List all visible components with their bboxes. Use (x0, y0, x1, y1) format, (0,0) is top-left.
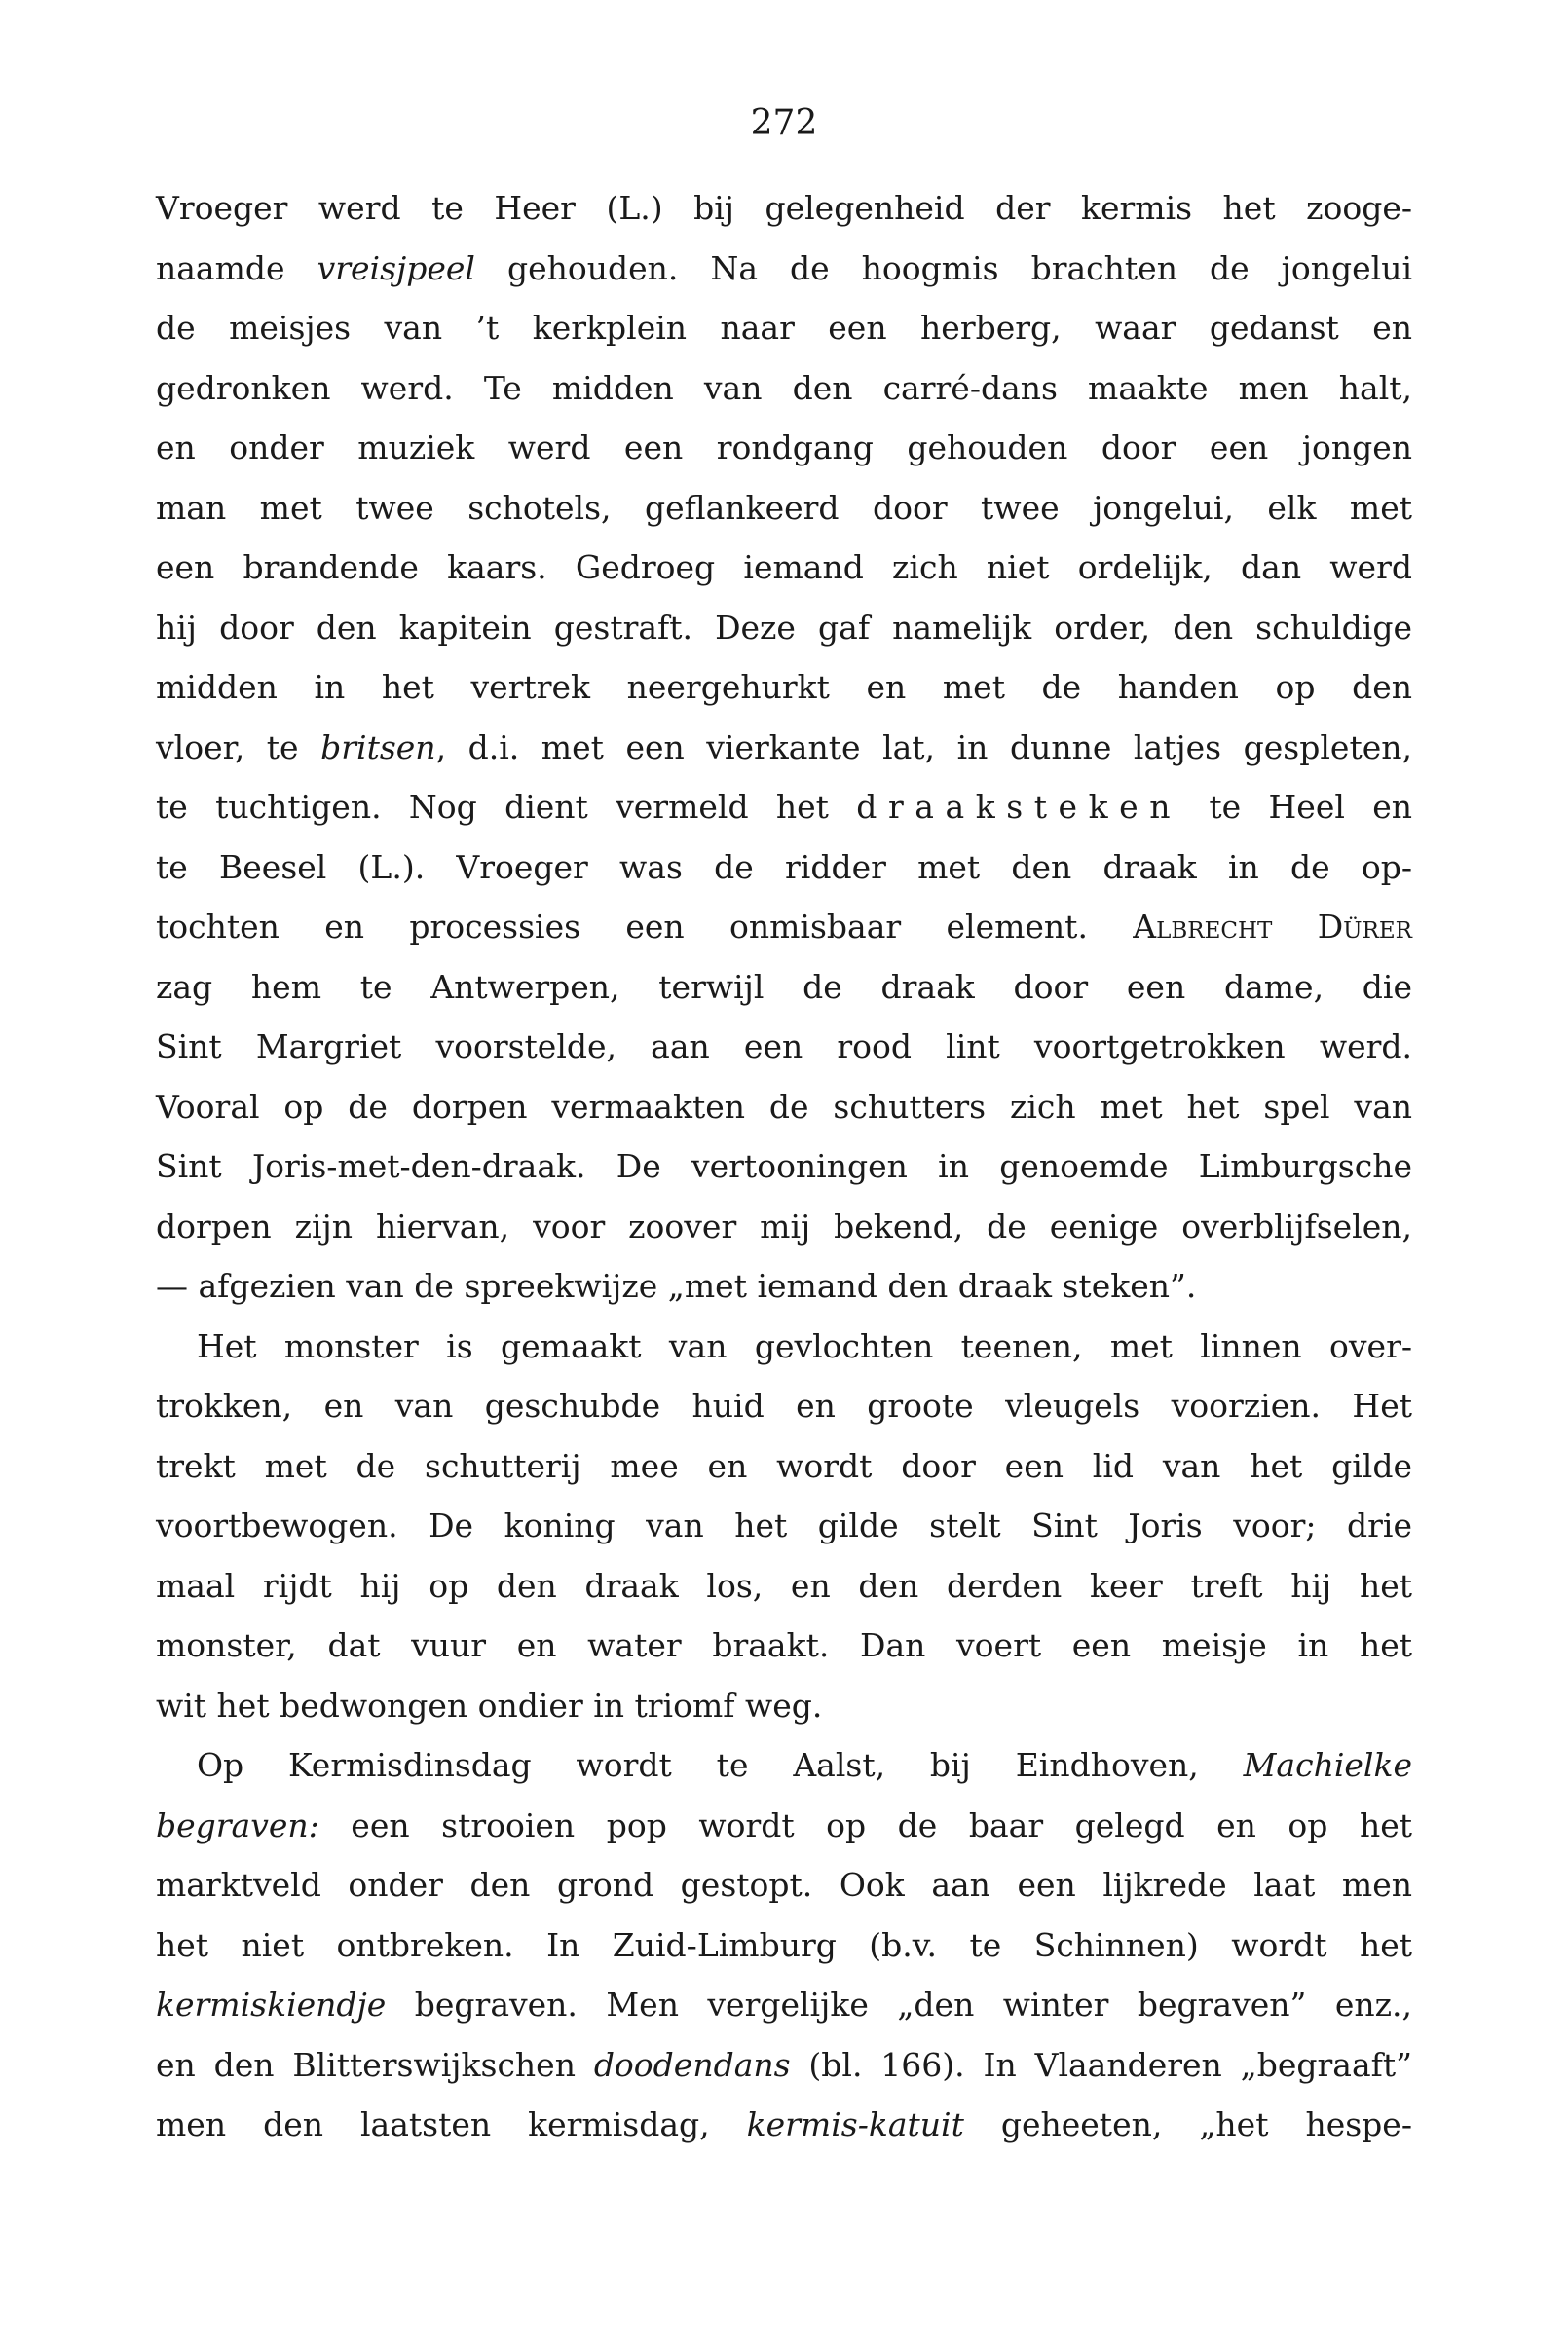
text-segment: begraven. Men vergelijke „den winter begraven” enz., (386, 1986, 1412, 2024)
text-line (156, 178, 1412, 239)
text-segment: zag hem te Antwerpen, terwijl de draak door een dame, die (156, 967, 1412, 1006)
text-segment: (bl. 166). In Vlaanderen „begraaft” (790, 2045, 1412, 2084)
text-line (156, 1796, 1412, 1856)
text-line (156, 777, 1412, 837)
text-segment: man met twee schotels, geflankeerd door twee jongelui, elk met (156, 488, 1412, 527)
text-segment: te Beesel (L.). Vroeger was de ridder met den draak in de op- (156, 847, 1412, 886)
text-line (156, 1735, 1412, 1796)
text-line (156, 1556, 1412, 1617)
text-segment: naamde (156, 248, 317, 287)
text-segment: marktveld onder den grond gestopt. Ook aan een lijkrede laat men (156, 1866, 1412, 1904)
text-segment: vloer, te (156, 727, 321, 766)
italic-term: Machielke (1243, 1746, 1412, 1784)
italic-term: vreisjpeel (317, 248, 475, 287)
text-segment: maal rijdt hij op den draak los, en den derden keer treft hij het (156, 1566, 1412, 1605)
text-segment: te Heel en (1181, 788, 1413, 826)
text-segment: dorpen zijn hiervan, voor zoover mij bekend, de eenige overblijfselen, (156, 1207, 1412, 1246)
italic-term: begraven: (156, 1805, 319, 1844)
text-segment: voortbewogen. De koning van het gilde stelt Sint Joris voor; drie (156, 1506, 1412, 1544)
text-line (156, 1496, 1412, 1556)
italic-term: britsen (320, 727, 436, 766)
text-line (156, 478, 1412, 539)
text-line (156, 1975, 1412, 2035)
text-segment: Vooral op de dorpen vermaakten de schutters zich met het spel van (156, 1087, 1412, 1126)
text-segment: een brandende kaars. Gedroeg iemand zich niet ordelijk, dan werd (156, 548, 1412, 586)
text-line (156, 1376, 1412, 1436)
italic-term: doodendans (593, 2045, 791, 2084)
text-line (156, 957, 1412, 1018)
text-segment: een strooien pop wordt op de baar gelegd en op het (318, 1805, 1412, 1844)
text-line (156, 657, 1412, 718)
text-line (156, 897, 1412, 957)
text-line (156, 1317, 1412, 1377)
text-segment: te tuchtigen. Nog dient vermeld het (156, 788, 857, 826)
text-line (156, 538, 1412, 598)
text-line (156, 1616, 1412, 1676)
text-segment: trokken, en van geschubde huid en groote vleugels voorzien. Het (156, 1387, 1412, 1425)
text-line (156, 1915, 1412, 1976)
author-name: Albrecht Dürer (1133, 908, 1412, 946)
text-segment: Het monster is gemaakt van gevlochten teenen, met linnen over- (197, 1326, 1412, 1365)
text-line (156, 1855, 1412, 1915)
text-line (156, 1436, 1412, 1497)
text-line (156, 1197, 1412, 1257)
text-segment: en den Blitterswijkschen (156, 2045, 594, 2084)
text-segment: hij door den kapitein gestraft. Deze gaf namelijk order, den schuldige (156, 608, 1412, 647)
text-line (156, 1136, 1412, 1197)
text-segment: Sint Margriet voorstelde, aan een rood lint voortgetrokken werd. (156, 1027, 1412, 1065)
text-segment: tochten en processies een onmisbaar element. (156, 908, 1134, 946)
text-segment: Vroeger werd te Heer (L.) bij gelegenheid der kermis het zooge- (156, 189, 1412, 227)
text-segment: Op Kermisdinsdag wordt te Aalst, bij Eindhoven, (197, 1746, 1244, 1784)
text-line (156, 2035, 1412, 2096)
text-segment: , d.i. met een vierkante lat, in dunne latjes gespleten, (435, 727, 1412, 766)
text-segment: — afgezien van de spreekwijze „met iemand den draak steken”. (156, 1267, 1197, 1305)
text-segment: men den laatsten kermisdag, (156, 2105, 747, 2143)
text-line (156, 1676, 1412, 1736)
page-number: 272 (750, 103, 818, 143)
text-line (156, 1017, 1412, 1077)
text-segment: gehouden. Na de hoogmis brachten de jongelui (474, 248, 1413, 287)
italic-term: kermis-katuit (746, 2105, 964, 2143)
text-line (156, 1077, 1412, 1137)
text-segment: gedronken werd. Te midden van den carré-dans maakte men halt, (156, 368, 1412, 407)
text-line (156, 837, 1412, 898)
text-line (156, 298, 1412, 358)
text-line (156, 239, 1412, 299)
spaced-term: draaksteken (856, 788, 1182, 826)
text-line (156, 2095, 1412, 2155)
text-segment: Sint Joris-met-den-draak. De vertooningen in genoemde Limburgsche (156, 1147, 1412, 1185)
text-segment: wit het bedwongen ondier in triomf weg. (156, 1686, 823, 1725)
text-line (156, 1256, 1412, 1317)
text-line (156, 358, 1412, 419)
text-line (156, 418, 1412, 478)
italic-term: kermiskiendje (156, 1986, 387, 2024)
text-segment: het niet ontbreken. In Zuid-Limburg (b.v. te Schinnen) wordt het (156, 1925, 1412, 1964)
text-segment: geheeten, „het hespe- (963, 2105, 1412, 2143)
text-segment: midden in het vertrek neergehurkt en met de handen op den (156, 668, 1412, 706)
text-segment: de meisjes van ’t kerkplein naar een herberg, waar gedanst en (156, 309, 1412, 347)
text-segment: monster, dat vuur en water braakt. Dan voert een meisje in het (156, 1626, 1412, 1664)
text-segment: en onder muziek werd een rondgang gehouden door een jongen (156, 428, 1412, 466)
text-segment: trekt met de schutterij mee en wordt door een lid van het gilde (156, 1446, 1412, 1485)
text-line (156, 598, 1412, 658)
body-text (156, 178, 1412, 2155)
text-line (156, 718, 1412, 778)
